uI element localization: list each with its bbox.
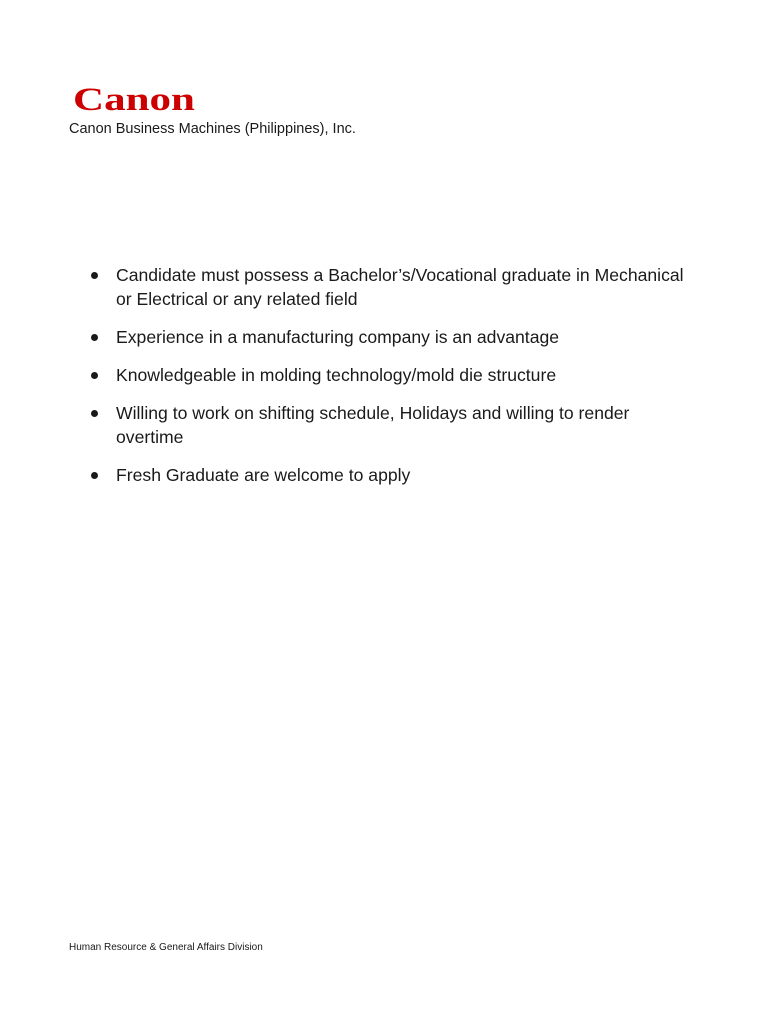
company-name: Canon Business Machines (Philippines), Inc.	[69, 121, 356, 137]
footer-division: Human Resource & General Affairs Division	[69, 942, 263, 953]
list-item-text: Knowledgeable in molding technology/mold die structure	[116, 365, 557, 385]
bullet-icon	[91, 272, 98, 279]
bullet-icon	[91, 334, 98, 341]
list-item	[88, 263, 698, 311]
list-item-text: Fresh Graduate are welcome to apply	[116, 465, 411, 485]
bullet-icon	[91, 372, 98, 379]
list-item	[88, 325, 698, 349]
canon-logo-image	[73, 80, 197, 116]
requirements-list	[88, 263, 698, 501]
list-item-text: Candidate must possess a Bachelor’s/Vocational graduate in Mechanical or Electrical or any related field	[116, 265, 684, 309]
list-item	[88, 401, 698, 449]
bullet-icon	[91, 410, 98, 417]
list-item-text: Willing to work on shifting schedule, Holidays and willing to render overtime	[116, 403, 630, 447]
list-item	[88, 463, 698, 487]
list-item-text: Experience in a manufacturing company is an advantage	[116, 327, 560, 347]
svg-text:Canon: Canon	[73, 82, 195, 116]
list-item	[88, 363, 698, 387]
bullet-icon	[91, 472, 98, 479]
canon-logo	[73, 80, 197, 116]
